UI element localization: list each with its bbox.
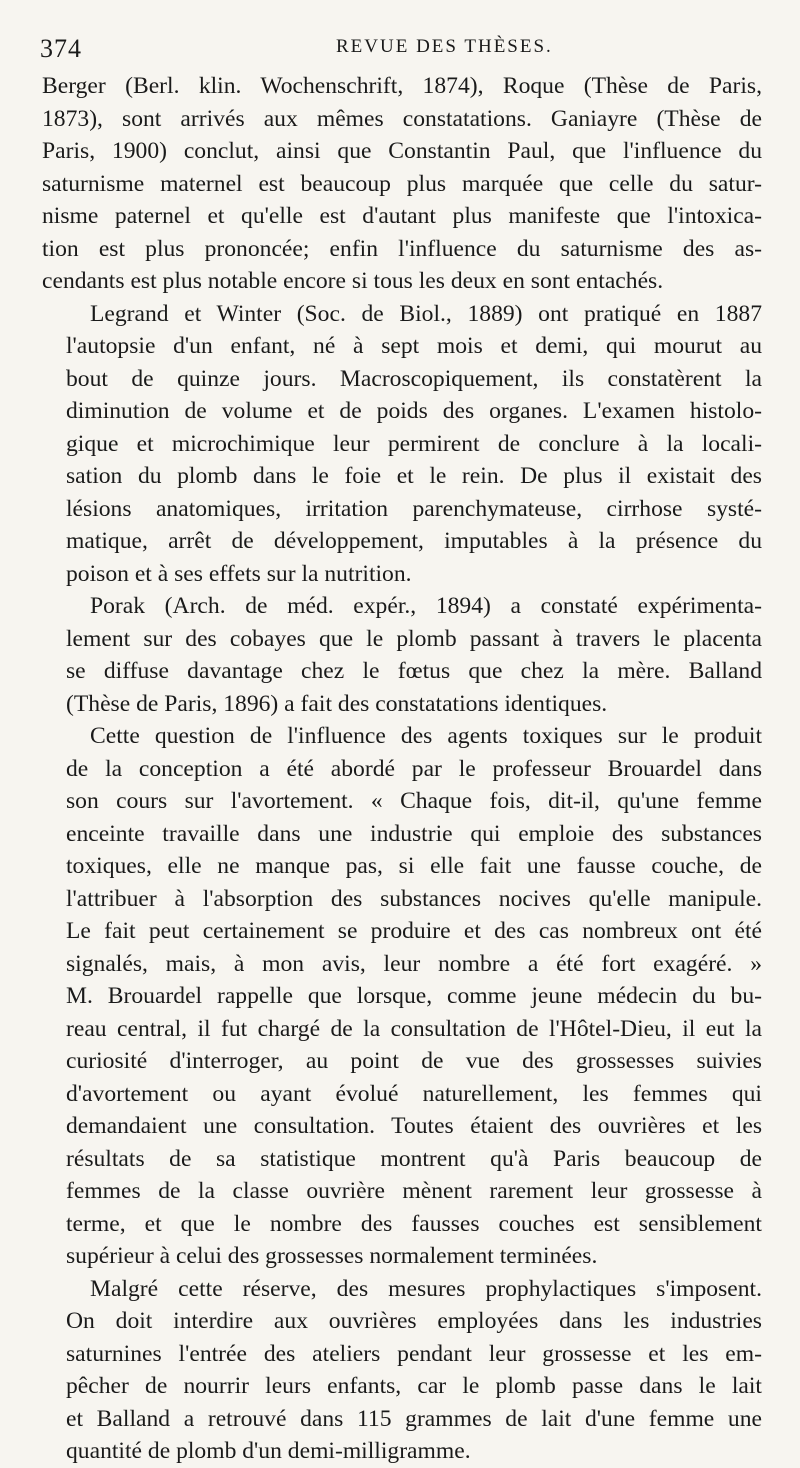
paragraph — [42, 1273, 762, 1468]
text-line: Porak (Arch. de méd. expér., 1894) a constaté expérimenta- — [90, 593, 762, 619]
text-line: gique et microchimique leur permirent de conclure à la locali- — [66, 430, 762, 457]
text-line: l'attribuer à l'absorption des substances nocives qu'elle manipule. — [66, 885, 762, 912]
text-line: signalés, mais, à mon avis, leur nombre a été fort exagéré. » — [66, 950, 762, 977]
text-line: se diffuse davantage chez le fœtus que chez la mère. Balland — [66, 658, 762, 684]
text-line: poison et à ses effets sur la nutrition. — [66, 560, 412, 587]
text-line: matique, arrêt de développement, imputables à la présence du — [66, 528, 762, 554]
text-line: résultats de sa statistique montrent qu'à Paris beaucoup de — [66, 1145, 762, 1172]
text-line: femmes de la classe ouvrière mènent rarement leur grossesse à — [66, 1178, 762, 1204]
running-title: REVUE DES THÈSES. — [336, 36, 553, 57]
text-line: reau central, il fut chargé de la consultation de l'Hôtel-Dieu, il eut la — [66, 1015, 762, 1042]
text-line: Legrand et Winter (Soc. de Biol., 1889) ont pratiqué en 1887 — [90, 300, 762, 327]
text-line: d'avortement ou ayant évolué naturellement, les femmes qui — [66, 1080, 762, 1107]
text-line: son cours sur l'avortement. « Chaque fois, dit-il, qu'une femme — [66, 788, 762, 814]
text-line: l'autopsie d'un enfant, né à sept mois et demi, qui mourut au — [66, 333, 762, 359]
text-line: M. Brouardel rappelle que lorsque, comme jeune médecin du bu- — [66, 983, 762, 1009]
text-line: bout de quinze jours. Macroscopiquement, ils constatèrent la — [66, 365, 762, 392]
text-line: de la conception a été abordé par le professeur Brouardel dans — [66, 755, 762, 782]
text-line: (Thèse de Paris, 1896) a fait des constatations identiques. — [66, 690, 608, 717]
text-line: terme, et que le nombre des fausses couches est sensiblement — [66, 1210, 762, 1237]
text-line: et Balland a retrouvé dans 115 grammes de lait d'une femme une — [66, 1405, 762, 1432]
paragraph — [42, 298, 762, 591]
text-line: pêcher de nourrir leurs enfants, car le plomb passe dans le lait — [66, 1373, 762, 1399]
text-line: sation du plomb dans le foie et le rein. De plus il existait des — [66, 463, 762, 489]
text-line: Malgré cette réserve, des mesures prophylactiques s'imposent. — [90, 1275, 762, 1302]
text-line: enceinte travaille dans une industrie qui emploie des substances — [66, 820, 762, 847]
text-line: saturnines l'entrée des ateliers pendant leur grossesse et les em- — [66, 1340, 762, 1367]
text-line: Paris, 1900) conclut, ainsi que Constantin Paul, que l'influence du — [42, 138, 762, 164]
text-line: Cette question de l'influence des agents toxiques sur le produit — [90, 723, 762, 749]
text-line: curiosité d'interroger, au point de vue des grossesses suivies — [66, 1048, 762, 1074]
text-line: toxiques, elle ne manque pas, si elle fait une fausse couche, de — [66, 853, 762, 879]
paragraph — [42, 70, 762, 298]
paragraph — [42, 720, 762, 1273]
text-line: saturnisme maternel est beaucoup plus marquée que celle du satur- — [42, 170, 762, 197]
text-line: nisme paternel et qu'elle est d'autant plus manifeste que l'intoxica- — [42, 203, 762, 229]
text-line: supérieur à celui des grossesses normalement terminées. — [66, 1243, 598, 1269]
paragraph — [42, 590, 762, 720]
page-header — [40, 34, 760, 68]
text-line: lement sur des cobayes que le plomb passant à travers le placenta — [66, 625, 762, 652]
body-text — [42, 70, 762, 1468]
text-line: diminution de volume et de poids des organes. L'examen histolo- — [66, 398, 762, 424]
page-number: 374 — [40, 34, 82, 63]
text-line: quantité de plomb d'un demi-milligramme. — [66, 1438, 471, 1464]
text-line: Le fait peut certainement se produire et des cas nombreux ont été — [66, 918, 762, 944]
text-line: On doit interdire aux ouvrières employées dans les industries — [66, 1308, 762, 1334]
text-line: Berger (Berl. klin. Wochenschrift, 1874), Roque (Thèse de Paris, — [42, 73, 762, 99]
text-line: cendants est plus notable encore si tous les deux en sont entachés. — [42, 268, 664, 294]
text-line: tion est plus prononcée; enfin l'influence du saturnisme des as- — [42, 235, 762, 262]
text-line: lésions anatomiques, irritation parenchymateuse, cirrhose systé- — [66, 495, 762, 522]
text-line: 1873), sont arrivés aux mêmes constatations. Ganiayre (Thèse de — [42, 105, 762, 132]
text-line: demandaient une consultation. Toutes étaient des ouvrières et les — [66, 1113, 762, 1139]
